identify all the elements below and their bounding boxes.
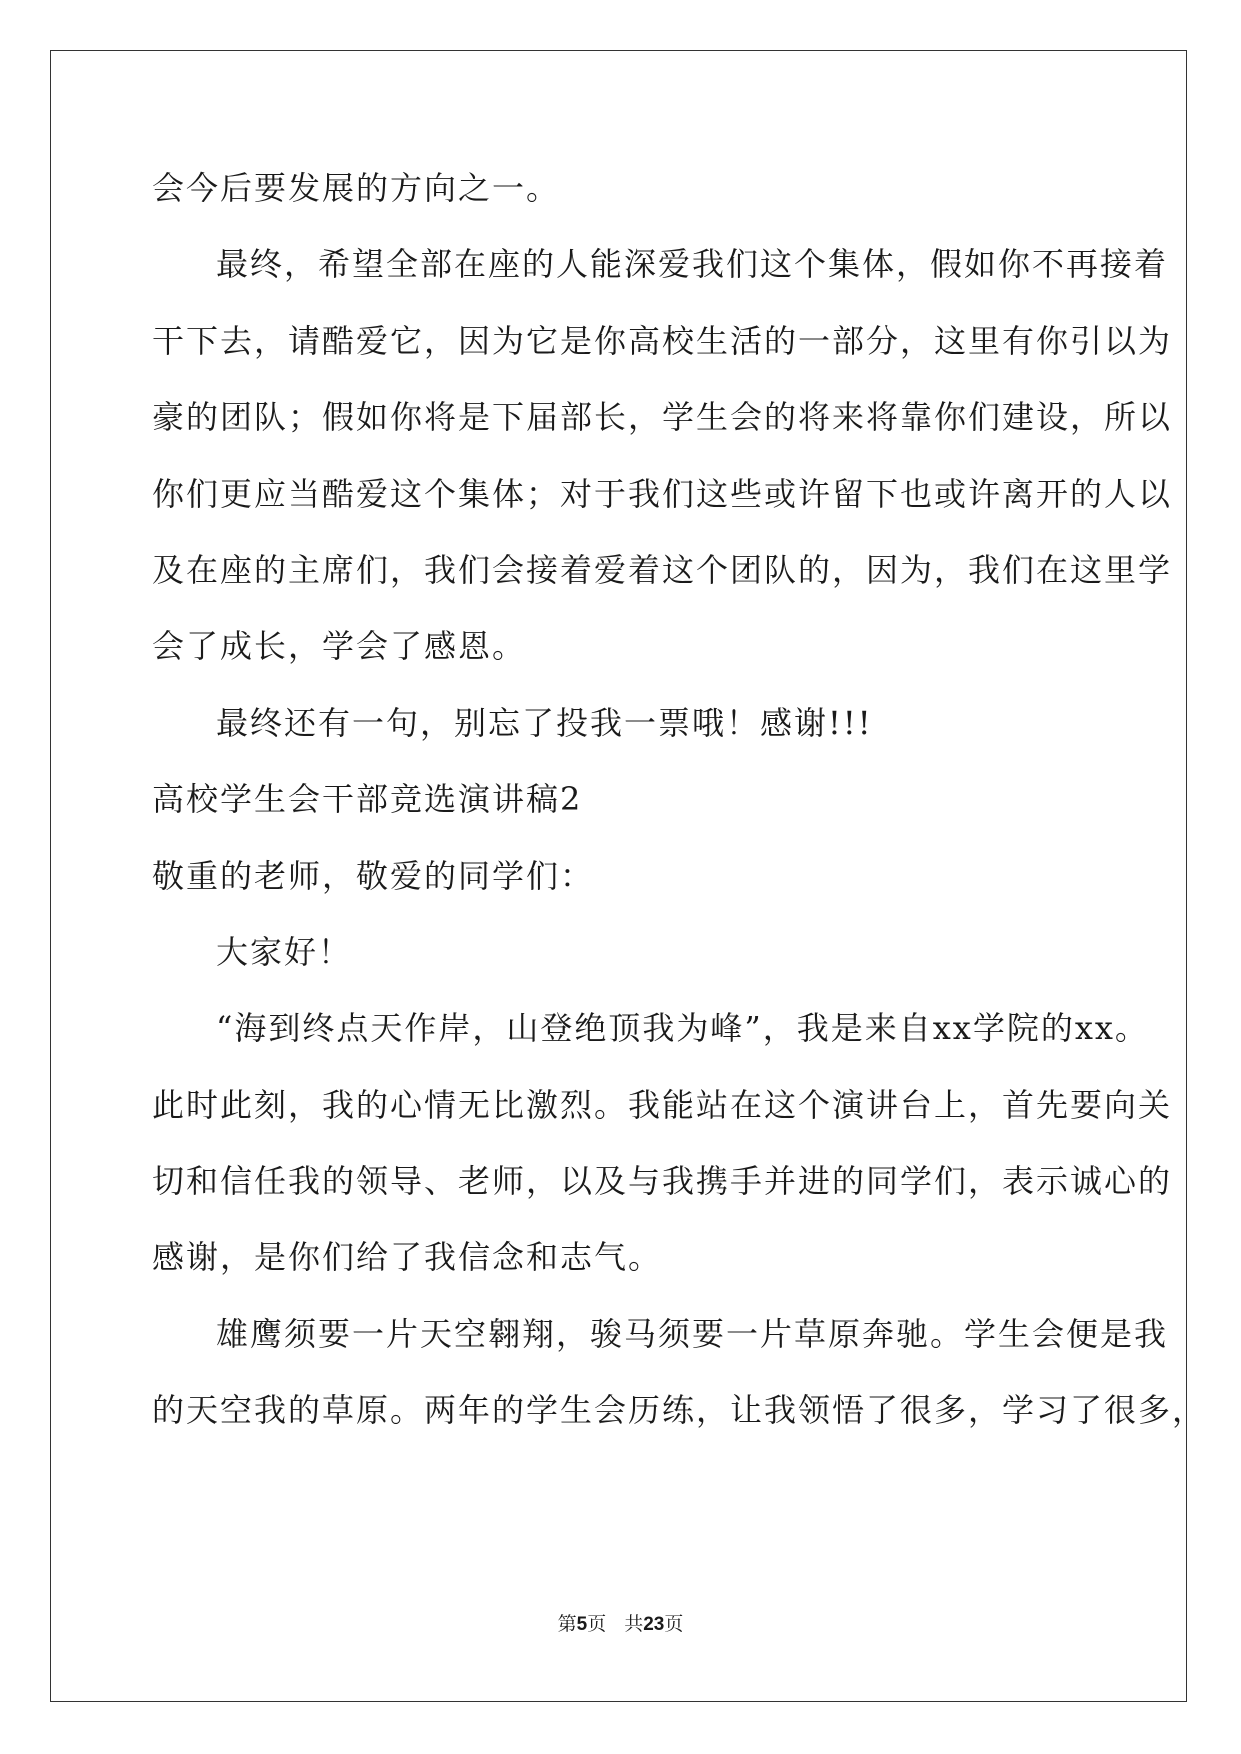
text-line: “海到终点天作岸，山登绝顶我为峰”，我是来自xx学院的xx。 (216, 1009, 1149, 1048)
page-footer (0, 1612, 1241, 1637)
document-body (152, 150, 1207, 1449)
page-number-prefix: 第 (557, 1613, 577, 1635)
text-line: 及在座的主席们，我们会接着爱着这个团队的，因为，我们在这里学 (152, 550, 1173, 589)
total-pages-suffix: 页 (664, 1613, 684, 1635)
total-pages-number: 23 (643, 1614, 665, 1635)
text-line: 高校学生会干部竞选演讲稿2 (152, 780, 583, 819)
text-line: 大家好！ (216, 932, 353, 971)
text-line: 会今后要发展的方向之一。 (152, 169, 561, 207)
text-line: 的天空我的草原。两年的学生会历练，让我领悟了很多，学习了很多， (152, 1391, 1207, 1430)
text-line: 雄鹰须要一片天空翱翔，骏马须要一片草原奔驰。学生会便是我 (216, 1314, 1169, 1353)
current-page-number: 5 (576, 1614, 588, 1635)
total-pages-prefix: 共 (624, 1613, 644, 1635)
text-line: 切和信任我的领导、老师，以及与我携手并进的同学们，表示诚心的 (152, 1162, 1173, 1201)
text-line: 会了成长，学会了感恩。 (152, 627, 527, 666)
page-number-suffix: 页 (587, 1613, 607, 1635)
text-line: 最终，希望全部在座的人能深爱我们这个集体，假如你不再接着 (216, 245, 1169, 284)
text-line: 干下去，请酷爱它，因为它是你高校生活的一部分，这里有你引以为 (152, 321, 1173, 360)
text-line: 豪的团队；假如你将是下届部长，学生会的将来将靠你们建设，所以 (152, 398, 1173, 437)
text-line: 最终还有一句，别忘了投我一票哦！感谢!!! (216, 703, 873, 742)
text-line: 此时此刻，我的心情无比激烈。我能站在这个演讲台上，首先要向关 (152, 1085, 1173, 1124)
text-line: 敬重的老师，敬爱的同学们： (152, 856, 595, 895)
text-line: 你们更应当酷爱这个集体；对于我们这些或许留下也或许离开的人以 (152, 474, 1173, 513)
text-line: 感谢，是你们给了我信念和志气。 (152, 1238, 663, 1277)
